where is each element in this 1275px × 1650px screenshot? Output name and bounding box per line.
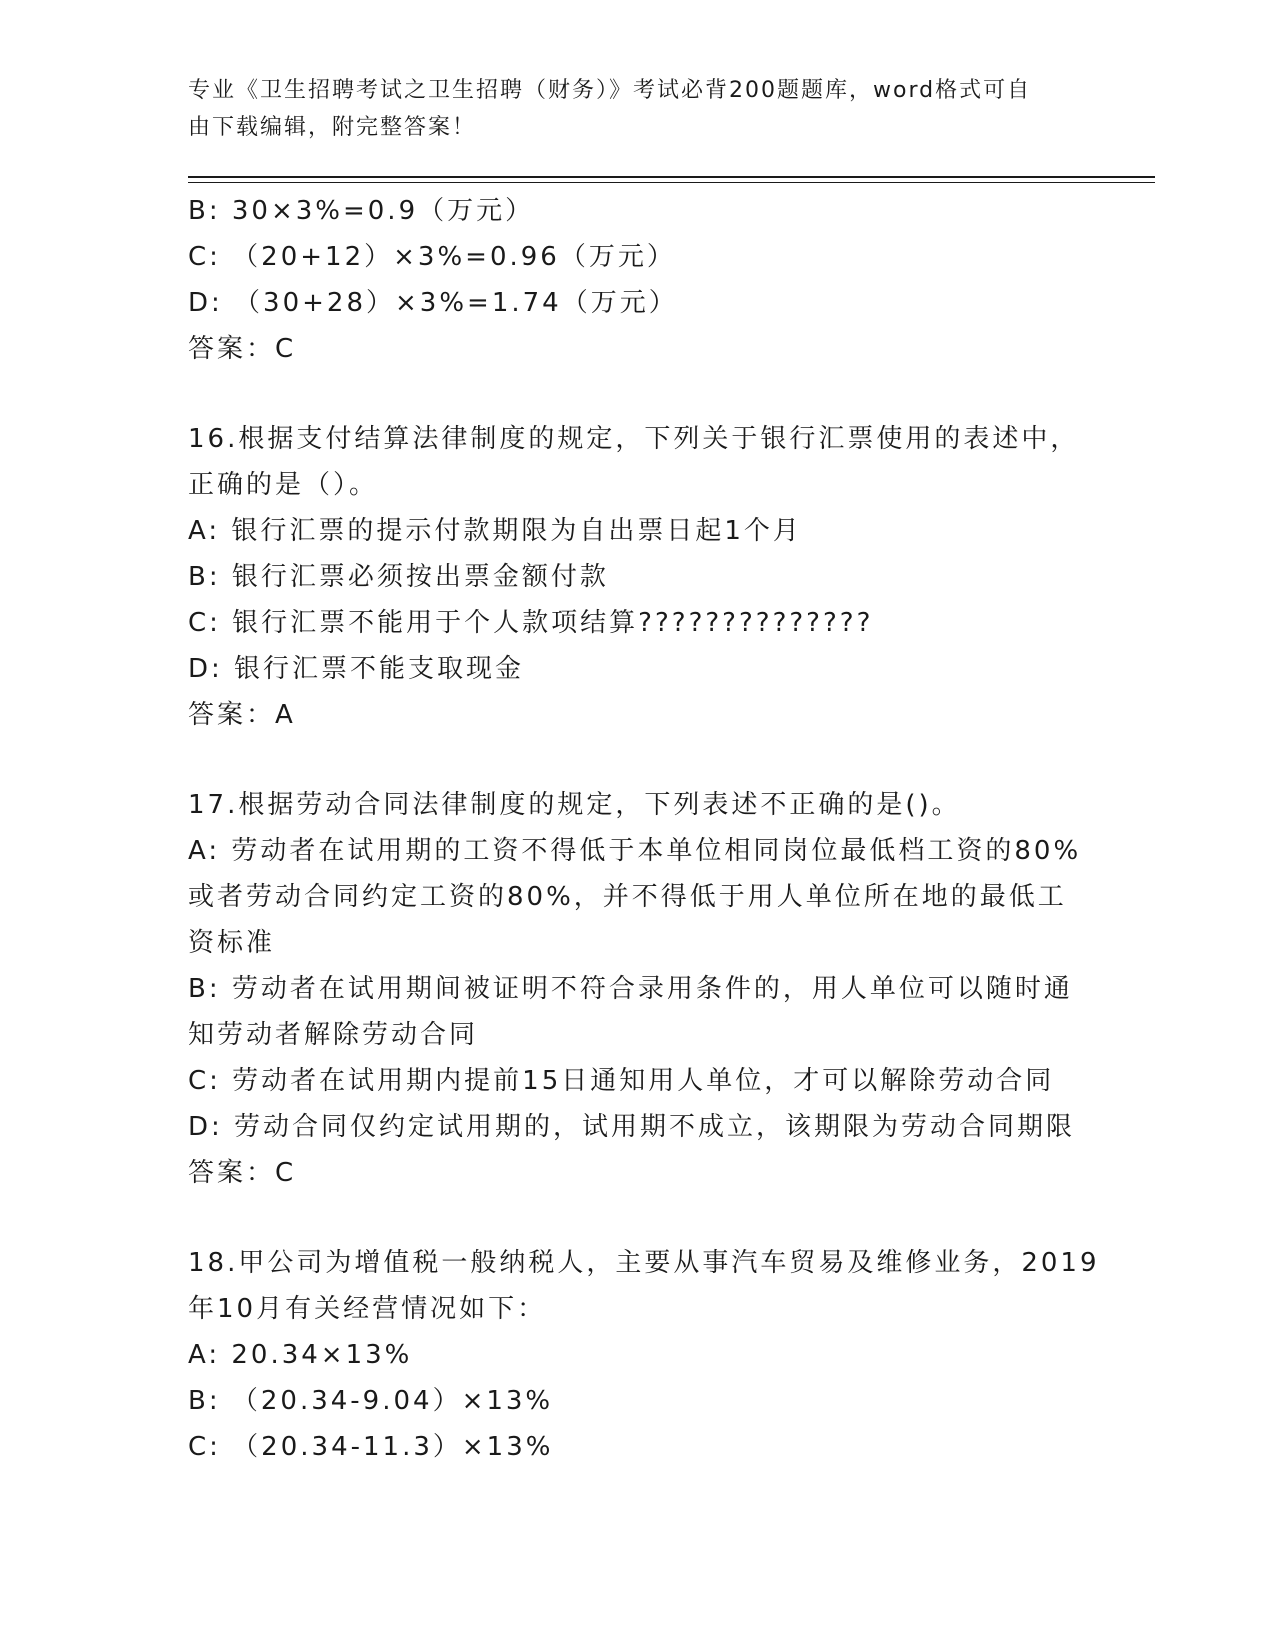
question-16	[188, 416, 1088, 738]
header-title-line-1: 专业《卫生招聘考试之卫生招聘（财务）》考试必背200题题库，word格式可自	[188, 78, 1032, 103]
question-stem: 正确的是（）。	[188, 470, 379, 500]
question-stem: 年10月有关经营情况如下：	[188, 1294, 547, 1324]
option-b: B: （20.34-9.04）×13%	[188, 1386, 554, 1416]
option-c: C: 劳动者在试用期内提前15日通知用人单位，才可以解除劳动合同	[188, 1066, 1055, 1096]
question-list	[188, 188, 1100, 1470]
question-stem: 17.根据劳动合同法律制度的规定，下列表述不正确的是()。	[188, 790, 961, 820]
header-title-line-2: 由下载编辑，附完整答案！	[188, 115, 477, 140]
option-c: C: 银行汇票不能用于个人款项结算??????????????	[188, 608, 874, 638]
document-header	[188, 72, 1088, 146]
header-divider-thick	[188, 176, 1155, 178]
header-divider-thin	[188, 182, 1155, 183]
option-c: C: （20.34-11.3）×13%	[188, 1432, 554, 1462]
spacer	[188, 1196, 1088, 1240]
option-a-cont: 或者劳动合同约定工资的80%，并不得低于用人单位所在地的最低工	[188, 882, 1067, 912]
option-a-cont: 资标准	[188, 928, 276, 958]
answer-line: 答案：C	[188, 334, 297, 364]
option-b-cont: 知劳动者解除劳动合同	[188, 1020, 479, 1050]
spacer	[188, 372, 1088, 416]
question-stem: 18.甲公司为增值税一般纳税人，主要从事汽车贸易及维修业务，2019	[188, 1248, 1100, 1278]
option-b: B: 银行汇票必须按出票金额付款	[188, 562, 609, 592]
option-a: A: 20.34×13%	[188, 1340, 413, 1370]
option-d: D: 银行汇票不能支取现金	[188, 654, 525, 684]
option-d: D: （30+28）×3%=1.74（万元）	[188, 288, 678, 318]
option-b: B: 30×3%=0.9（万元）	[188, 196, 535, 226]
answer-line: 答案：A	[188, 700, 296, 730]
question-17	[188, 782, 1088, 1196]
answer-line: 答案：C	[188, 1158, 297, 1188]
option-b: B: 劳动者在试用期间被证明不符合录用条件的，用人单位可以随时通	[188, 974, 1073, 1004]
option-c: C: （20+12）×3%=0.96（万元）	[188, 242, 676, 272]
question-stem: 16.根据支付结算法律制度的规定，下列关于银行汇票使用的表述中，	[188, 424, 1080, 454]
question-18	[188, 1240, 1100, 1470]
option-d: D: 劳动合同仅约定试用期的，试用期不成立，该期限为劳动合同期限	[188, 1112, 1076, 1142]
spacer	[188, 738, 1088, 782]
question-15	[188, 188, 1088, 372]
option-a: A: 劳动者在试用期的工资不得低于本单位相同岗位最低档工资的80%	[188, 836, 1082, 866]
option-a: A: 银行汇票的提示付款期限为自出票日起1个月	[188, 516, 802, 546]
